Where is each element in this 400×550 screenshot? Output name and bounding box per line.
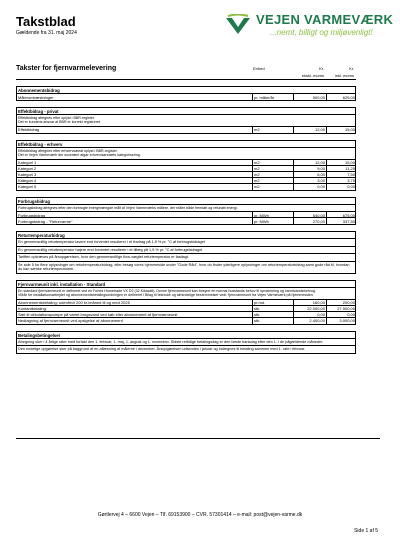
row-unit: m2 xyxy=(254,184,260,190)
section-title: Effektbidrag - erhverv xyxy=(17,141,355,148)
row-label: Effektbidrag xyxy=(18,127,40,133)
page-subtitle: Gældende fra 31. maj 2024 xyxy=(16,30,77,36)
column-divider xyxy=(326,172,327,177)
section-forbrug xyxy=(16,197,356,225)
column-divider xyxy=(326,318,327,324)
row-label: Nedtagning af fjernvarmeunit ved opsigelse af abonnement xyxy=(18,318,123,324)
column-divider xyxy=(293,300,294,305)
row-price-inc-vat: 3,75 xyxy=(347,178,355,184)
column-divider xyxy=(252,127,253,133)
row-price-ex-vat: 270,00 xyxy=(312,218,325,224)
column-divider xyxy=(293,94,294,100)
col-ex-subheader: ekskl. moms xyxy=(301,73,324,78)
section-betaling xyxy=(16,331,356,354)
section-description: Effektbidrag afregnes efter oplyst i BBR-register. Det er kundens ansvar at BBR er korrekt registreret. xyxy=(17,115,355,127)
column-divider xyxy=(326,94,327,100)
column-divider xyxy=(293,318,294,324)
column-divider xyxy=(252,166,253,171)
row-price-inc-vat: 200,00 xyxy=(342,300,355,306)
section-retur xyxy=(16,231,356,274)
column-divider xyxy=(252,178,253,183)
section-abonnement xyxy=(16,86,356,101)
col-in-header: Kr. xyxy=(349,66,354,71)
section-fjernvarmeunit xyxy=(16,280,356,325)
row-label: Kategori 5 xyxy=(18,184,37,190)
col-unit-header: Enhed xyxy=(253,66,265,71)
table-row xyxy=(17,218,355,224)
table-row xyxy=(17,127,355,133)
page-header xyxy=(16,12,394,42)
row-price-inc-vat: 27.500,00 xyxy=(337,306,355,312)
row-price-inc-vat: 7,50 xyxy=(347,172,355,178)
row-price-inc-vat: 15,00 xyxy=(344,160,355,166)
section-description: Effektbidrag afregnes efter erhvervsareal oplyst i BBR-register. Det er Vejen Varmeværk der suverænt afgør erhvervsarealets kategorisering. xyxy=(17,148,355,160)
row-unit: stk. xyxy=(254,306,261,312)
row-unit: pr. måler/år xyxy=(254,94,275,100)
row-label: Kategori 1 xyxy=(18,160,37,166)
column-divider xyxy=(326,160,327,165)
page-title: Takstblad xyxy=(16,14,76,29)
column-divider xyxy=(326,178,327,183)
row-label: Abonnementsbetaling: udenfrivil 200 kr./måned til og med 2025 xyxy=(18,300,130,306)
row-price-inc-vat: 3.000,00 xyxy=(339,318,355,324)
column-divider xyxy=(326,184,327,190)
column-divider xyxy=(252,218,253,224)
company-logo xyxy=(224,12,394,42)
column-divider xyxy=(326,127,327,133)
column-divider xyxy=(293,212,294,217)
col-in-subheader: inkl. moms xyxy=(334,73,354,78)
table-title: Takster for fjernvarmelevering xyxy=(16,65,117,72)
column-divider xyxy=(326,306,327,311)
row-price-ex-vat: 0,00 xyxy=(317,184,325,190)
row-price-inc-vat: 0,00 xyxy=(347,184,355,190)
page-number: Side 1 af 5 xyxy=(354,528,378,534)
column-divider xyxy=(252,312,253,317)
row-price-inc-vat: 675,00 xyxy=(342,212,355,218)
column-divider xyxy=(293,184,294,190)
row-label: Kontantbetaling: xyxy=(18,306,47,312)
row-price-ex-vat: 0,00 xyxy=(317,312,325,318)
logo-name: VEJEN VARMEVÆRK xyxy=(256,12,394,27)
row-unit: pr. MWh xyxy=(254,212,269,218)
column-divider xyxy=(252,306,253,311)
column-divider xyxy=(252,160,253,165)
section-effekt-erhverv xyxy=(16,140,356,191)
row-unit: pr.md. xyxy=(254,300,266,306)
row-price-inc-vat: 15,00 xyxy=(344,127,355,133)
row-label: Kategori 3 xyxy=(18,172,37,178)
section-effekt-privat xyxy=(16,107,356,134)
paragraph: Tariffen opkræves på årsopgørelsen, hvor den gennemsnitlige flow-vægtet returtemperatur er fastlagt. xyxy=(17,254,355,262)
section-title: Effektbidrag - privat xyxy=(17,108,355,115)
column-divider xyxy=(252,212,253,217)
row-unit: stk. xyxy=(254,318,261,324)
row-price-ex-vat: 500,00 xyxy=(312,94,325,100)
row-price-inc-vat: 0,00 xyxy=(347,312,355,318)
divider xyxy=(16,438,380,439)
row-price-ex-vat: 9,00 xyxy=(317,166,325,172)
column-divider xyxy=(252,94,253,100)
paragraph: En gennemsnitlig returtemperatur højere end forventet resulterer i et tillæg på 1,5 % pr. °C af forbrugsbidraget xyxy=(17,247,355,255)
row-price-inc-vat: 11,25 xyxy=(345,166,355,172)
column-divider xyxy=(293,160,294,165)
row-price-inc-vat: 625,00 xyxy=(342,94,355,100)
row-unit: m2 xyxy=(254,166,260,172)
row-label: Sæt til cirkulationspumpe på varmt brugsvand ved køb eller abonnement af fjernvarmeunit xyxy=(18,312,178,318)
row-price-ex-vat: 160,00 xyxy=(312,300,325,306)
col-ex-header: Kr. xyxy=(319,66,324,71)
column-divider xyxy=(293,178,294,183)
column-divider xyxy=(293,172,294,177)
column-divider xyxy=(293,127,294,133)
table-row xyxy=(17,94,355,100)
paragraph: Afregning sker i 4 årlige rater med forfald den 1. februar, 1. maj, 1. august og 1. november. Sidste rettidige betalingsdag er den første bankdag efter den 1. i de pågældende måneder. xyxy=(17,339,355,347)
row-unit: pr. MWh xyxy=(254,218,269,224)
row-unit: stk. xyxy=(254,312,261,318)
column-divider xyxy=(293,218,294,224)
section-title: Betalingsbetingelser xyxy=(17,332,355,339)
section-title: Forbrugsbidrag xyxy=(17,198,355,205)
column-divider xyxy=(326,312,327,317)
column-divider xyxy=(293,312,294,317)
row-price-ex-vat: 3,00 xyxy=(317,178,325,184)
section-description: En standard fjernvarmeunit er defineret ved en Fortes Hometrade VX D2 (32 Kilowatt). Denne fjernvarmeunit kan forsyne en normal husstands behov til opvarmning og varmtvandsforbrug. Vilkår for installationsarbejdet og abonnementsbetalingsordningen er defineret i Bilag til tekniske og almindelige bestemmelser vedr. fjernvarmeunit fra Vejen Varmeværk på hjemmesiden. xyxy=(17,288,355,300)
logo-tagline: ...nemt, billigt og miljøvenligt! xyxy=(270,28,373,37)
row-unit: m2 xyxy=(254,160,260,166)
column-divider xyxy=(326,212,327,217)
column-divider xyxy=(252,172,253,177)
column-divider xyxy=(252,300,253,305)
table-row xyxy=(17,318,355,324)
row-unit: m2 xyxy=(254,127,260,133)
column-divider xyxy=(252,184,253,190)
section-title: Returtemperaturbidrag xyxy=(17,232,355,239)
paragraph: Den endelige opgørelse sker på baggrund af en aflæsning af målerne i december. Årsopgørelsen udsendes i januar og indregnes til betaling sammen med 1. rate i februar. xyxy=(18,347,306,352)
section-description: Forbrugsbidrag afregnes efter den forbrugte energimængde målt af Vejen Varmeværks målere, der måler både fremløb og returløb energi. xyxy=(17,205,355,212)
row-price-inc-vat: 337,50 xyxy=(342,218,355,224)
column-divider xyxy=(326,300,327,305)
column-divider xyxy=(326,166,327,171)
row-label: Forbrugsbidrag xyxy=(18,212,46,218)
row-price-ex-vat: 22.000,00 xyxy=(307,306,325,312)
paragraph: Se side 5 for flere oplysninger om returtemperaturbidrag, eller besøg vores hjemmeside under "Gode Råd", hvor du finder yderligere oplysninger om returtemperaturbidrag samt gode råd til, hvordan du kan sænke returtemperaturen. xyxy=(18,262,350,272)
row-price-ex-vat: 540,00 xyxy=(312,212,325,218)
section-title: Abonnementsbidrag xyxy=(17,87,355,94)
row-unit: m2 xyxy=(254,172,260,178)
row-label: Målerombæstninger xyxy=(18,94,54,100)
row-price-ex-vat: 6,00 xyxy=(317,172,325,178)
row-unit: m2 xyxy=(254,178,260,184)
column-divider xyxy=(293,306,294,311)
column-divider xyxy=(326,218,327,224)
row-price-ex-vat: 2.400,00 xyxy=(309,318,325,324)
section-title: Fjernvarmeunit inkl. installation - Standard xyxy=(17,281,355,288)
table-header xyxy=(16,64,356,80)
tariff-table xyxy=(16,64,356,354)
column-divider xyxy=(293,166,294,171)
table-row xyxy=(17,184,355,190)
footer-address: Gørtlervej 4 – 6600 Vejen – Tlf. 69153900 – CVR. 57301414 – e-mail: post@vejen-varme.dk xyxy=(97,512,303,518)
paragraph: En gennemsnitlig returtemperatur lavere end forventet resulterer i et fradrag på 1,5 % pr. °C af forbrugsbidraget xyxy=(17,239,355,247)
row-price-ex-vat: 12,00 xyxy=(314,127,325,133)
row-price-ex-vat: 12,00 xyxy=(314,160,325,166)
column-divider xyxy=(252,318,253,324)
logo-mark-icon xyxy=(224,14,252,38)
row-label: Forbrugsbidrag - "Returvarme" xyxy=(18,218,73,224)
row-label: Kategori 4 xyxy=(18,178,37,184)
row-label: Kategori 2 xyxy=(18,166,37,172)
